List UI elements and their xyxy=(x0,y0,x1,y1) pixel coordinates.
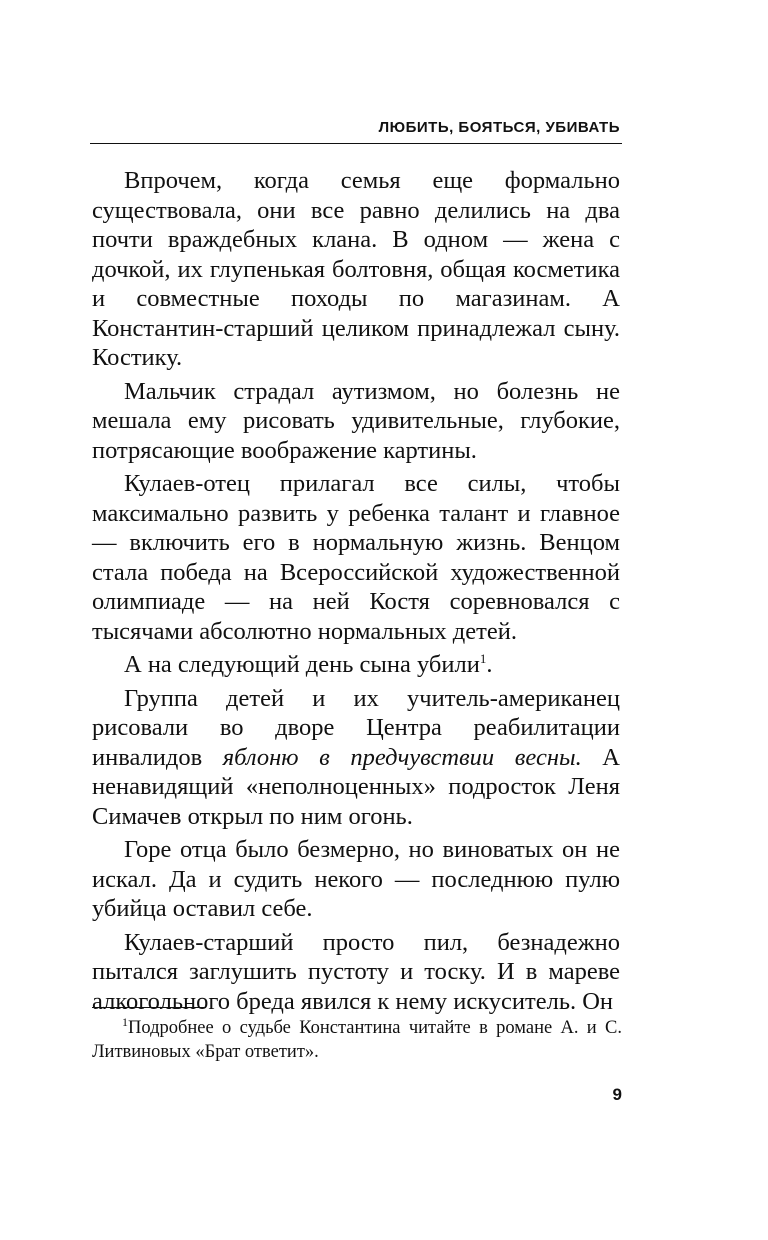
body-text xyxy=(92,166,620,1020)
paragraph-5-text: Группа детей и их учитель-американец рисовали во дворе Центра реабилитации инвалидов xyxy=(92,684,620,771)
footnote xyxy=(92,1016,622,1064)
paragraph-5-end: А ненавидящий «неполноценных» подросток Леня Симачев открыл по ним огонь. xyxy=(92,743,620,830)
footnote-marker: 1 xyxy=(122,1014,128,1029)
paragraph-1: Впрочем, когда семья еще формально существовала, они все равно делились на два почти враждебных клана. В одном — жена с дочкой, их глупенькая болтовня, общая косметика и совместные походы по магазинам. А Константин-старший целиком принадлежал сыну. Костику. xyxy=(92,167,620,371)
paragraph-6: Горе отца было безмерно, но виноватых он не искал. Да и судить некого — последнюю пулю убийца оставил себе. xyxy=(92,836,620,922)
paragraph-4-text: А на следующий день сына убили xyxy=(124,651,480,678)
paragraph-4 xyxy=(92,650,620,680)
paragraph-5 xyxy=(92,684,620,832)
footnote-text: Подробнее о судьбе Константина читайте в романе А. и С. Литвиновых «Брат ответит». xyxy=(92,1018,622,1062)
page-number: 9 xyxy=(612,1085,622,1104)
paragraph-5-italic: яблоню в предчувствии весны. xyxy=(222,743,582,771)
footnote-reference: 1 xyxy=(479,650,487,666)
paragraph-3: Кулаев-отец прилагал все силы, чтобы максимально развить у ребенка талант и главное — включить его в нормальную жизнь. Венцом стала победа на Всероссийской художественной олимпиаде — на ней Костя соревновался с тысячами абсолютно нормальных детей. xyxy=(92,470,620,645)
footnote-rule xyxy=(92,1007,206,1008)
header-rule xyxy=(90,143,622,144)
running-header: ЛЮБИТЬ, БОЯТЬСЯ, УБИВАТЬ xyxy=(378,119,620,136)
paragraph-2: Мальчик страдал аутизмом, но болезнь не мешала ему рисовать удивительные, глубокие, потрясающие воображение картины. xyxy=(92,377,620,464)
paragraph-4-end: . xyxy=(486,651,493,678)
paragraph-7: Кулаев-старший просто пил, безнадежно пытался заглушить пустоту и тоску. И в мареве алкогольного бреда явился к нему искуситель. Он xyxy=(92,928,620,1015)
